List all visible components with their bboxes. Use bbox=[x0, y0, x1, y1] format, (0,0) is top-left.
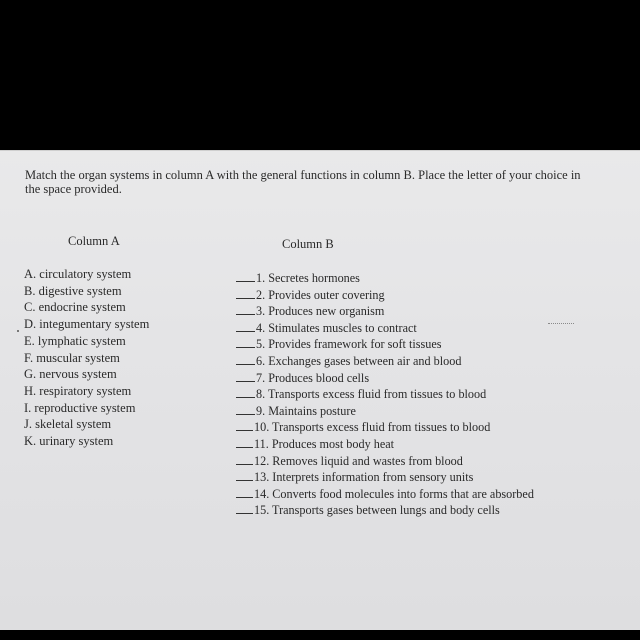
column-b-item-text: 1. Secretes hormones bbox=[256, 271, 360, 285]
column-b-item-text: 11. Produces most body heat bbox=[254, 436, 395, 451]
column-a-heading: Column A bbox=[68, 234, 120, 248]
column-a-item: J. skeletal system bbox=[24, 417, 112, 432]
answer-blank[interactable] bbox=[236, 436, 253, 448]
answer-blank[interactable] bbox=[236, 403, 255, 415]
instructions-text: Match the organ systems in column A with the general functions in column B. Place the letter of your choice in the space provided. bbox=[25, 168, 581, 196]
column-a-item: G. nervous system bbox=[24, 367, 117, 382]
column-b-item bbox=[236, 270, 534, 287]
answer-blank[interactable] bbox=[236, 287, 255, 299]
answer-blank[interactable] bbox=[236, 486, 253, 498]
answer-blank[interactable] bbox=[236, 370, 255, 382]
column-a-item: B. digestive system bbox=[24, 283, 122, 298]
column-b-item bbox=[236, 453, 534, 470]
column-b-list bbox=[236, 270, 534, 519]
column-b-item-text: 5. Provides framework for soft tissues bbox=[256, 337, 442, 352]
answer-blank[interactable] bbox=[236, 303, 255, 315]
column-b-item-text: 15. Transports gases between lungs and body cells bbox=[254, 503, 500, 518]
column-a-item: F. muscular system bbox=[24, 350, 120, 365]
column-b-item bbox=[236, 353, 534, 370]
column-b-item bbox=[236, 502, 534, 519]
column-b-item bbox=[236, 419, 534, 436]
column-b-item bbox=[236, 469, 534, 486]
column-b-item bbox=[236, 436, 534, 453]
column-b-item bbox=[236, 303, 534, 320]
pencil-smudge bbox=[548, 323, 574, 324]
column-b-item-text: 7. Produces blood cells bbox=[256, 370, 370, 385]
column-a-item: I. reproductive system bbox=[24, 400, 136, 415]
column-b-item bbox=[236, 336, 534, 353]
answer-blank[interactable] bbox=[236, 469, 253, 481]
column-a-list bbox=[24, 266, 149, 450]
column-b-item bbox=[236, 370, 534, 387]
answer-blank[interactable] bbox=[236, 453, 253, 465]
column-b-item-text: 12. Removes liquid and wastes from blood bbox=[254, 453, 463, 468]
answer-blank[interactable] bbox=[236, 502, 253, 514]
answer-blank[interactable] bbox=[236, 419, 253, 431]
column-b-item bbox=[236, 486, 534, 503]
column-a-item: K. urinary system bbox=[24, 434, 114, 449]
answer-blank[interactable] bbox=[236, 386, 255, 398]
column-a-item: C. endocrine system bbox=[24, 300, 126, 315]
column-b-item-text: 14. Converts food molecules into forms that are absorbed bbox=[254, 486, 534, 501]
column-b-item bbox=[236, 287, 534, 304]
column-a-item: D. integumentary system bbox=[24, 317, 150, 332]
column-b-item-text: 3. Produces new organism bbox=[256, 304, 385, 319]
answer-blank[interactable] bbox=[236, 270, 255, 282]
column-b-item-text: 10. Transports excess fluid from tissues to blood bbox=[254, 420, 491, 435]
answer-blank[interactable] bbox=[236, 336, 255, 348]
column-b-item-text: 2. Provides outer covering bbox=[256, 287, 385, 302]
column-b-item-text: 9. Maintains posture bbox=[256, 403, 356, 418]
column-b-item bbox=[236, 386, 534, 403]
pen-mark bbox=[17, 330, 19, 332]
column-b-item-text: 13. Interprets information from sensory units bbox=[254, 470, 474, 485]
column-b-item-text: 6. Exchanges gases between air and blood bbox=[256, 353, 462, 368]
column-b-item-text: 4. Stimulates muscles to contract bbox=[256, 320, 417, 335]
column-b-item bbox=[236, 320, 534, 337]
answer-blank[interactable] bbox=[236, 353, 255, 365]
column-a-item: E. lymphatic system bbox=[24, 333, 126, 348]
column-b-item-text: 8. Transports excess fluid from tissues to blood bbox=[256, 387, 487, 402]
column-b-item bbox=[236, 403, 534, 420]
column-a-item: A. circulatory system bbox=[24, 267, 132, 281]
column-b-heading: Column B bbox=[282, 237, 334, 251]
column-a-item: H. respiratory system bbox=[24, 383, 132, 398]
answer-blank[interactable] bbox=[236, 320, 255, 332]
